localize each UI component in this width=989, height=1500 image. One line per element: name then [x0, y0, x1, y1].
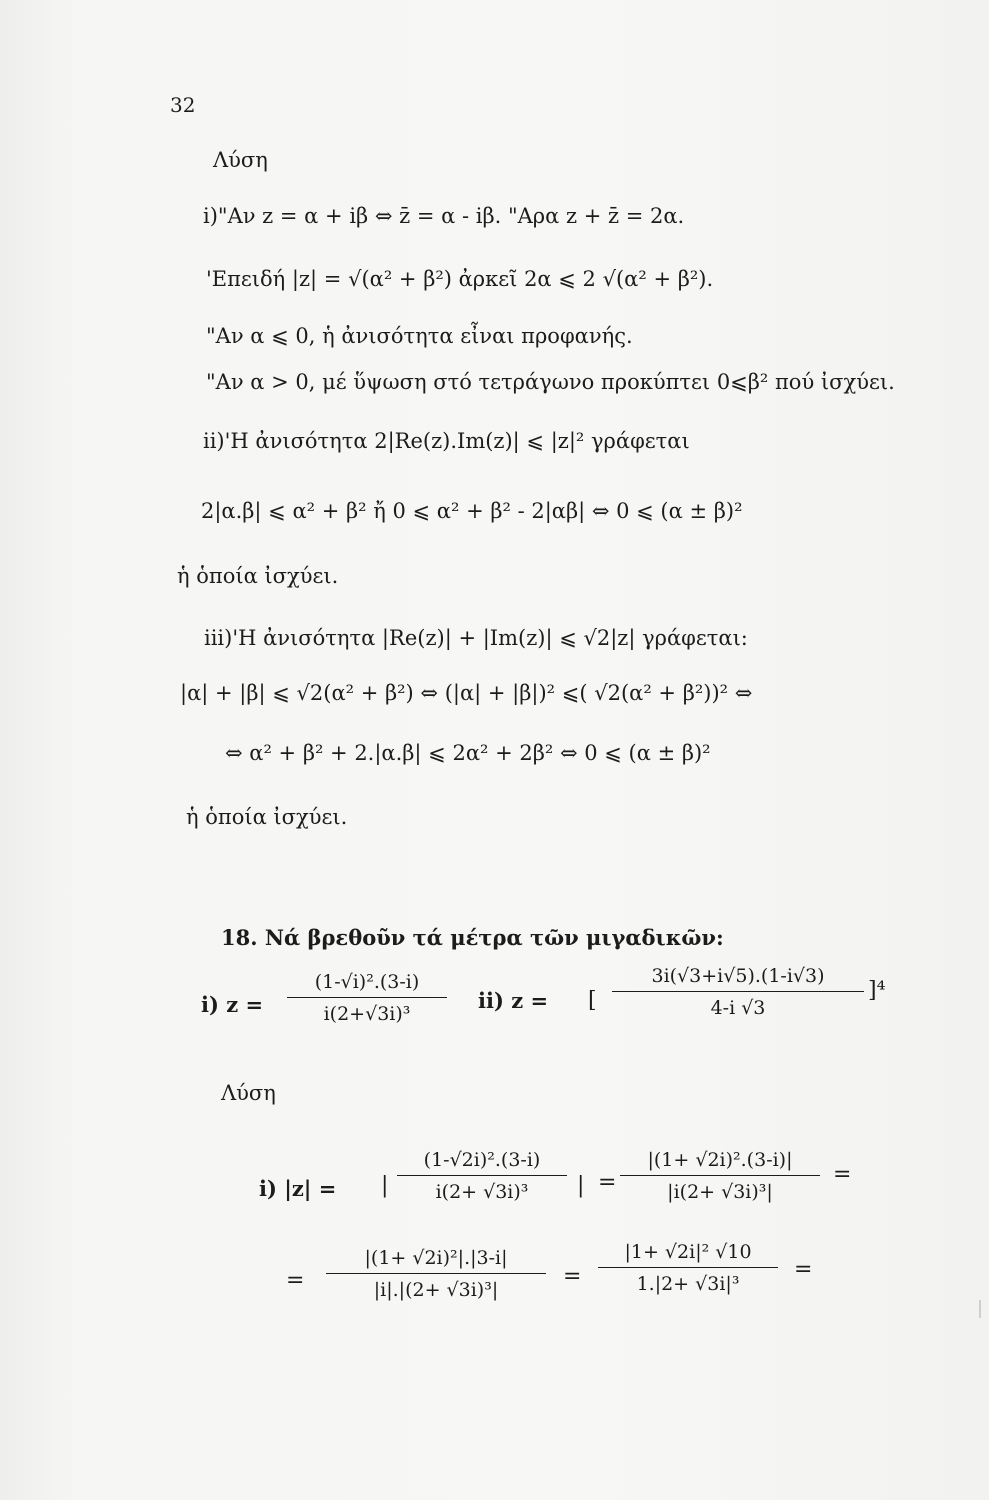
solution-line-11: ἡ ὁποία ἰσχύει.: [186, 805, 348, 829]
solution-heading: Λύση: [213, 148, 268, 172]
fraction-denominator: 1.|2+ √3i|³: [636, 1273, 740, 1295]
fraction-bar: [620, 1175, 820, 1176]
solution-line-2: 'Επειδή |z| = √(α² + β²) ἀρκεῖ 2α ⩽ 2 √(α² + β²).: [206, 267, 714, 291]
fraction-numerator: |(1+ √2i)².(3-i)|: [647, 1149, 793, 1171]
absolute-value-right-bar: |: [577, 1173, 585, 1198]
solution-line-8: iii)'Η ἀνισότητα |Re(z)| + |Im(z)| ⩽ √2|z| γράφεται:: [204, 626, 748, 650]
exercise-part-ii-open-bracket: [: [588, 988, 597, 1013]
solution-fraction-4: [598, 1240, 778, 1296]
fraction-bar: [397, 1175, 567, 1176]
fraction-bar: [612, 991, 864, 992]
equals-sign-1: =: [598, 1170, 617, 1195]
fraction-denominator: |i|.|(2+ √3i)³|: [373, 1279, 499, 1301]
solution-2-row-1-label: i) |z| =: [259, 1176, 337, 1201]
solution-line-1: i)"Αν z = α + iβ ⇔ z̄ = α - iβ. "Αρα z + z̄ = 2α.: [203, 204, 685, 228]
solution-line-5: ii)'Η ἀνισότητα 2|Re(z).Im(z)| ⩽ |z|² γράφεται: [203, 429, 690, 453]
solution-line-9: |α| + |β| ⩽ √2(α² + β²) ⇔ (|α| + |β|)² ⩽( √2(α² + β²))² ⇔: [180, 681, 753, 705]
fraction-denominator: i(2+√3i)³: [323, 1003, 411, 1025]
exercise-part-ii-fraction: [612, 964, 864, 1020]
solution-fraction-3: [326, 1246, 546, 1302]
absolute-value-left-bar: |: [381, 1173, 389, 1198]
fraction-numerator: |1+ √2i|² √10: [624, 1241, 752, 1263]
fraction-numerator: (1-√2i)².(3-i): [423, 1149, 541, 1171]
solution-line-7: ἡ ὁποία ἰσχύει.: [177, 564, 339, 588]
solution-line-10: ⇔ α² + β² + 2.|α.β| ⩽ 2α² + 2β² ⇔ 0 ⩽ (α ± β)²: [225, 741, 711, 765]
solution-2-heading: Λύση: [221, 1081, 276, 1105]
exercise-part-ii-close-bracket: ]⁴: [868, 978, 886, 1003]
solution-fraction-2: [620, 1148, 820, 1204]
fraction-denominator: 4-i √3: [710, 997, 766, 1019]
page-number: 32: [170, 93, 196, 117]
fraction-bar: [326, 1273, 546, 1274]
equals-sign-2: =: [833, 1162, 852, 1187]
solution-line-6: 2|α.β| ⩽ α² + β² ἤ 0 ⩽ α² + β² - 2|αβ| ⇔ 0 ⩽ (α ± β)²: [201, 499, 743, 523]
solution-line-3: "Αν α ⩽ 0, ἡ ἀνισότητα εἶναι προφανής.: [206, 324, 633, 348]
exercise-18-title: 18. Νά βρεθοῦν τά μέτρα τῶν μιγαδικῶν:: [221, 925, 724, 950]
fraction-denominator: i(2+ √3i)³: [435, 1181, 529, 1203]
exercise-part-ii-label: ii) z =: [478, 988, 549, 1013]
fraction-bar: [598, 1267, 778, 1268]
equals-sign-row-2-start: =: [286, 1268, 305, 1293]
scan-artifact: [979, 1300, 981, 1318]
equals-sign-4: =: [794, 1257, 813, 1282]
equals-sign-3: =: [563, 1264, 582, 1289]
solution-fraction-1: [397, 1148, 567, 1204]
fraction-numerator: |(1+ √2i)²|.|3-i|: [364, 1247, 508, 1269]
exercise-part-i-label: i) z =: [201, 992, 264, 1017]
solution-line-4: "Αν α > 0, μέ ὕψωση στό τετράγωνο προκύπτει 0⩽β² πού ἰσχύει.: [206, 370, 895, 394]
fraction-denominator: |i(2+ √3i)³|: [667, 1181, 773, 1203]
exercise-part-i-fraction: [287, 970, 447, 1026]
fraction-numerator: (1-√i)².(3-i): [314, 971, 420, 993]
fraction-numerator: 3i(√3+i√5).(1-i√3): [651, 965, 825, 987]
fraction-bar: [287, 997, 447, 998]
